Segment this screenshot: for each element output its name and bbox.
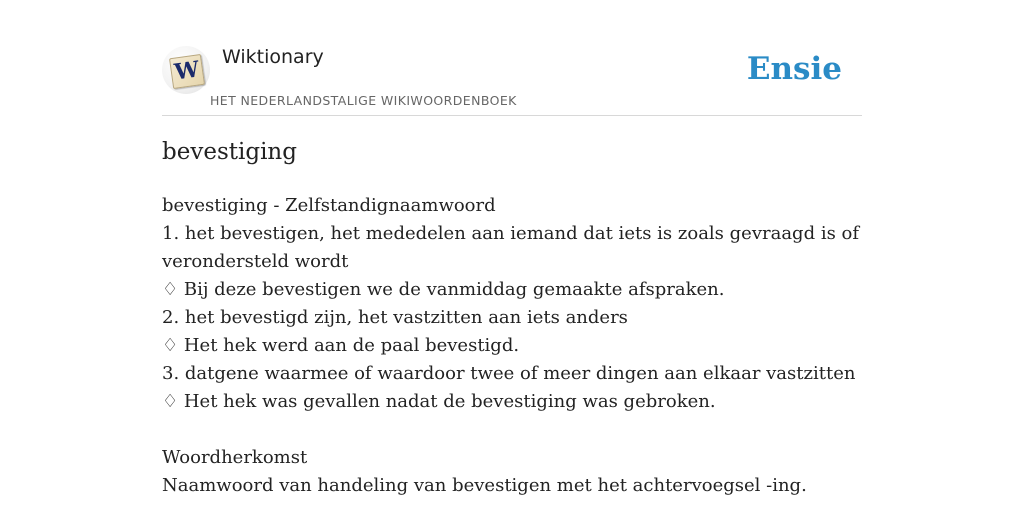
wiktionary-logo-icon[interactable] [162, 46, 210, 94]
example-3: ♢ Het hek was gevallen nadat de bevestiging was gebroken. [162, 391, 716, 412]
entry-heading: bevestiging - Zelfstandignaamwoord [162, 195, 496, 216]
site-name[interactable]: Wiktionary [222, 46, 324, 68]
etymology-heading: Woordherkomst [162, 447, 308, 468]
etymology-text: Naamwoord van handeling van bevestigen met het achtervoegsel -ing. [162, 475, 807, 496]
example-1: ♢ Bij deze bevestigen we de vanmiddag gemaakte afspraken. [162, 279, 725, 300]
header-divider [162, 115, 862, 116]
entry-content [162, 192, 862, 500]
definition-2: 2. het bevestigd zijn, het vastzitten aan iets anders [162, 307, 628, 328]
ensie-brand-logo[interactable]: Ensie [746, 51, 842, 87]
spacer [162, 416, 862, 444]
logo-letter: W [169, 54, 205, 89]
definition-3: 3. datgene waarmee of waardoor twee of meer dingen aan elkaar vastzitten [162, 363, 856, 384]
page-title: bevestiging [162, 139, 297, 165]
definition-1: 1. het bevestigen, het mededelen aan iemand dat iets is zoals gevraagd is of verondersteld wordt [162, 223, 860, 272]
site-subtitle: HET NEDERLANDSTALIGE WIKIWOORDENBOEK [210, 93, 517, 108]
example-2: ♢ Het hek werd aan de paal bevestigd. [162, 335, 520, 356]
